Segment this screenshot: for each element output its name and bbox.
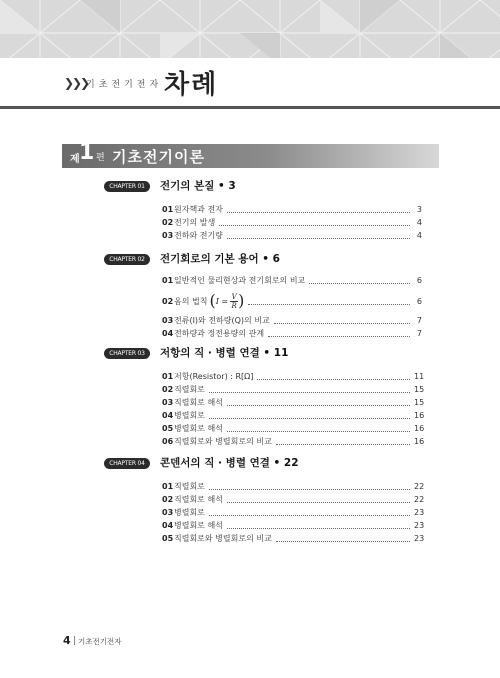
entry-page: 4 — [416, 230, 422, 240]
footer-page-number: 4 — [63, 634, 71, 647]
entry-text: 직렬회로와 병렬회로의 비교 — [174, 533, 272, 543]
chapter-badge: CHAPTER 03 — [104, 348, 150, 359]
toc-entry[interactable] — [162, 274, 422, 286]
entry-number: 02 — [162, 494, 174, 504]
entry-number: 02 — [162, 384, 174, 394]
toc-entry[interactable] — [162, 292, 422, 310]
entry-page: 11 — [414, 371, 425, 381]
footer-book-title: 기초전기전자 — [78, 637, 122, 646]
leader-dots — [227, 522, 410, 529]
entry-number: 01 — [162, 275, 174, 285]
entry-text: 직렬회로와 병렬회로의 비교 — [174, 436, 272, 446]
toc-entry[interactable] — [162, 396, 425, 408]
entry-text: 직렬회로 해석 — [174, 397, 223, 407]
leader-dots — [227, 232, 410, 239]
entry-page: 15 — [414, 397, 425, 407]
leader-dots — [209, 509, 410, 516]
entry-number: 04 — [162, 328, 174, 338]
entry-page: 22 — [414, 494, 425, 504]
entry-page: 6 — [416, 296, 422, 306]
formula-numerator: V — [231, 292, 237, 301]
toc-entry[interactable] — [162, 409, 425, 421]
entry-number: 02 — [162, 217, 174, 227]
entry-number: 01 — [162, 481, 174, 491]
leader-dots — [276, 535, 410, 542]
entry-number: 05 — [162, 533, 174, 543]
part-title: 기초전기이론 — [112, 148, 205, 166]
leader-dots — [309, 277, 410, 284]
entry-number: 03 — [162, 507, 174, 517]
toc-entry[interactable] — [162, 314, 422, 326]
leader-dots — [248, 298, 410, 305]
formula-paren-right: ) — [238, 291, 245, 310]
page-title: 차례 — [164, 70, 219, 100]
leader-dots — [209, 483, 410, 490]
toc-entry[interactable] — [162, 506, 425, 518]
toc-entry[interactable] — [162, 229, 422, 241]
entry-text: 전하와 전기량 — [174, 230, 223, 240]
leader-dots — [209, 386, 410, 393]
toc-entry[interactable] — [162, 493, 425, 505]
entry-page: 22 — [414, 481, 425, 491]
header-pattern — [0, 0, 500, 66]
entry-text: 직렬회로 — [174, 384, 205, 394]
formula-lhs: I = — [215, 296, 229, 306]
entry-page: 7 — [416, 328, 422, 338]
formula-fraction — [230, 293, 238, 310]
chapter-badge: CHAPTER 04 — [104, 458, 150, 469]
entry-number: 04 — [162, 410, 174, 420]
leader-dots — [219, 219, 410, 226]
toc-entry[interactable] — [162, 327, 422, 339]
entry-text: 직렬회로 해석 — [174, 494, 223, 504]
leader-dots — [227, 206, 410, 213]
chapter-title[interactable]: 저항의 직 · 병렬 연결 • 11 — [160, 347, 289, 359]
entry-text: 병렬회로 — [174, 507, 205, 517]
entry-text: 옴의 법칙 — [174, 296, 208, 306]
chapter-title[interactable]: 전기회로의 기본 용어 • 6 — [160, 253, 280, 265]
entry-page: 7 — [416, 315, 422, 325]
chapter-title[interactable]: 콘덴서의 직 · 병렬 연결 • 22 — [160, 457, 299, 469]
entry-page: 15 — [414, 384, 425, 394]
book-subtitle: 기초전기전자 — [86, 80, 163, 90]
entry-number: 02 — [162, 296, 174, 306]
entry-text: 병렬회로 — [174, 410, 205, 420]
entry-page: 16 — [414, 436, 425, 446]
footer-divider — [74, 636, 75, 645]
leader-dots — [227, 399, 410, 406]
entry-number: 03 — [162, 397, 174, 407]
toc-entry[interactable] — [162, 203, 422, 215]
leader-dots — [257, 373, 410, 380]
entry-number: 01 — [162, 371, 174, 381]
part-number: 1 — [79, 140, 95, 165]
chevron-right-icon: ❯❯❯ — [64, 76, 89, 90]
entry-number: 04 — [162, 520, 174, 530]
entry-page: 16 — [414, 410, 425, 420]
leader-dots — [276, 438, 410, 445]
entry-page: 23 — [414, 507, 425, 517]
entry-text: 전기의 발생 — [174, 217, 216, 227]
entry-text: 저항(Resistor) : R[Ω] — [174, 371, 254, 381]
toc-entry[interactable] — [162, 216, 422, 228]
entry-number: 05 — [162, 423, 174, 433]
entry-text: 전류(I)와 전하량(Q)의 비교 — [174, 315, 270, 325]
part-suffix: 편 — [96, 153, 105, 163]
entry-text: 전하량과 정전용량의 관계 — [174, 328, 265, 338]
formula-denominator: R — [231, 301, 237, 310]
entry-text: 일반적인 물리현상과 전기회로의 비교 — [174, 275, 306, 285]
toc-entry[interactable] — [162, 370, 425, 382]
chapter-title[interactable]: 전기의 본질 • 3 — [160, 180, 236, 192]
leader-dots — [227, 496, 410, 503]
toc-entry[interactable] — [162, 519, 425, 531]
entry-number: 03 — [162, 230, 174, 240]
formula-paren-left: ( — [209, 291, 216, 310]
entry-number: 03 — [162, 315, 174, 325]
chapter-badge: CHAPTER 02 — [104, 254, 150, 265]
toc-entry[interactable] — [162, 383, 425, 395]
leader-dots — [227, 425, 410, 432]
toc-entry[interactable] — [162, 532, 425, 544]
entry-page: 23 — [414, 520, 425, 530]
entry-page: 23 — [414, 533, 425, 543]
entry-page: 16 — [414, 423, 425, 433]
entry-page: 4 — [416, 217, 422, 227]
leader-dots — [274, 317, 410, 324]
toc-entry[interactable] — [162, 422, 425, 434]
leader-dots — [209, 412, 410, 419]
entry-text: 원자핵과 전자 — [174, 204, 223, 214]
leader-dots — [268, 330, 410, 337]
entry-number: 01 — [162, 204, 174, 214]
entry-text: 직렬회로 — [174, 481, 205, 491]
chapter-badge: CHAPTER 01 — [104, 181, 150, 192]
entry-text: 병렬회로 해석 — [174, 423, 223, 433]
entry-text: 병렬회로 해석 — [174, 520, 223, 530]
entry-number: 06 — [162, 436, 174, 446]
part-prefix: 제 — [70, 154, 80, 165]
toc-entry[interactable] — [162, 480, 425, 492]
entry-page: 3 — [416, 204, 422, 214]
entry-page: 6 — [416, 275, 422, 285]
ohms-law-formula — [209, 293, 244, 310]
toc-entry[interactable] — [162, 435, 425, 447]
